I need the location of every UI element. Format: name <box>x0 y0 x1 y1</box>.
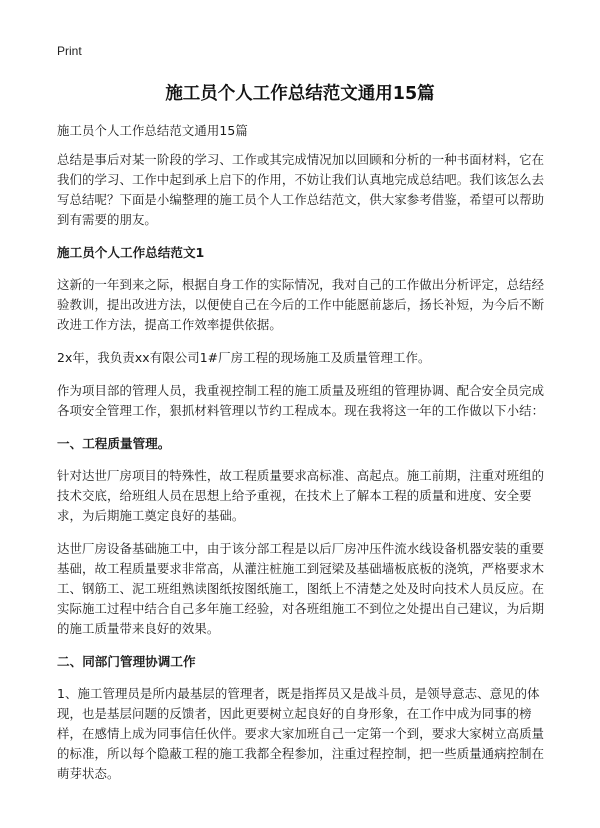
body-paragraph: 1、施工管理员是所内最基层的管理者，既是指挥员又是战斗员，是领导意志、意见的体现，也是基层问题的反馈者，因此更要树立起良好的自身形象，在工作中成为同事的榜样，在感情上成为同事信任伙伴。要求大家加班自己一定第一个到，要求大家树立高质量的标准，所以每个隐蔽工程的施工我都全程参加，注重过程控制，把一些质量通病控制在萌芽状态。 <box>57 686 545 781</box>
subsection-heading: 一、工程质量管理。 <box>57 436 171 451</box>
body-paragraph: 2x年，我负责xx有限公司1#厂房工程的现场施工及质量管理工作。 <box>57 350 431 365</box>
body-paragraph: 针对达世厂房项目的特殊性，故工程质量要求高标准、高起点。施工前期，注重对班组的技术交底，给班组人员在思想上给予重视，在技术上了解本工程的质量和进度、安全要求，为后期施工奠定良好的基础。 <box>57 468 545 523</box>
document-subtitle: 施工员个人工作总结范文通用15篇 <box>57 123 248 138</box>
body-paragraph: 达世厂房设备基础施工中，由于该分部工程是以后厂房冲压件流水线设备机器安装的重要基础，故工程质量要求非常高，从灌注桩施工到冠梁及基础墙板底板的浇筑，严格要求木工、钢筋工、泥工班组熟读图纸按图纸施工，图纸上不清楚之处及时向技术人员反应。在实际施工过程中结合自己多年施工经验，对各班组施工不到位之处提出自己建议，为后期的施工质量带来良好的效果。 <box>57 541 545 636</box>
body-paragraph: 作为项目部的管理人员，我重视控制工程的施工质量及班组的管理协调、配合安全员完成各项安全管理工作，狠抓材料管理以节约工程成本。现在我将这一年的工作做以下小结： <box>57 383 545 418</box>
intro-paragraph: 总结是事后对某一阶段的学习、工作或其完成情况加以回顾和分析的一种书面材料，它在我们的学习、工作中起到承上启下的作用，不妨让我们认真地完成总结吧。我们该怎么去写总结呢？下面是小编整理的施工员个人工作总结范文，供大家参考借鉴，希望可以帮助到有需要的朋友。 <box>57 152 545 227</box>
body-paragraph: 这新的一年到来之际，根据自身工作的实际情况，我对自己的工作做出分析评定，总结经验教训，提出改进方法，以便使自己在今后的工作中能愿前毖后，扬长补短，为今后不断改进工作方法，提高工作效率提供依据。 <box>57 277 545 332</box>
page-title: 施工员个人工作总结范文通用15篇 <box>165 84 435 104</box>
section-heading: 施工员个人工作总结范文1 <box>57 245 205 260</box>
print-link[interactable]: Print <box>57 44 82 58</box>
document-body <box>57 121 547 797</box>
subsection-heading: 二、同部门管理协调工作 <box>57 654 196 669</box>
